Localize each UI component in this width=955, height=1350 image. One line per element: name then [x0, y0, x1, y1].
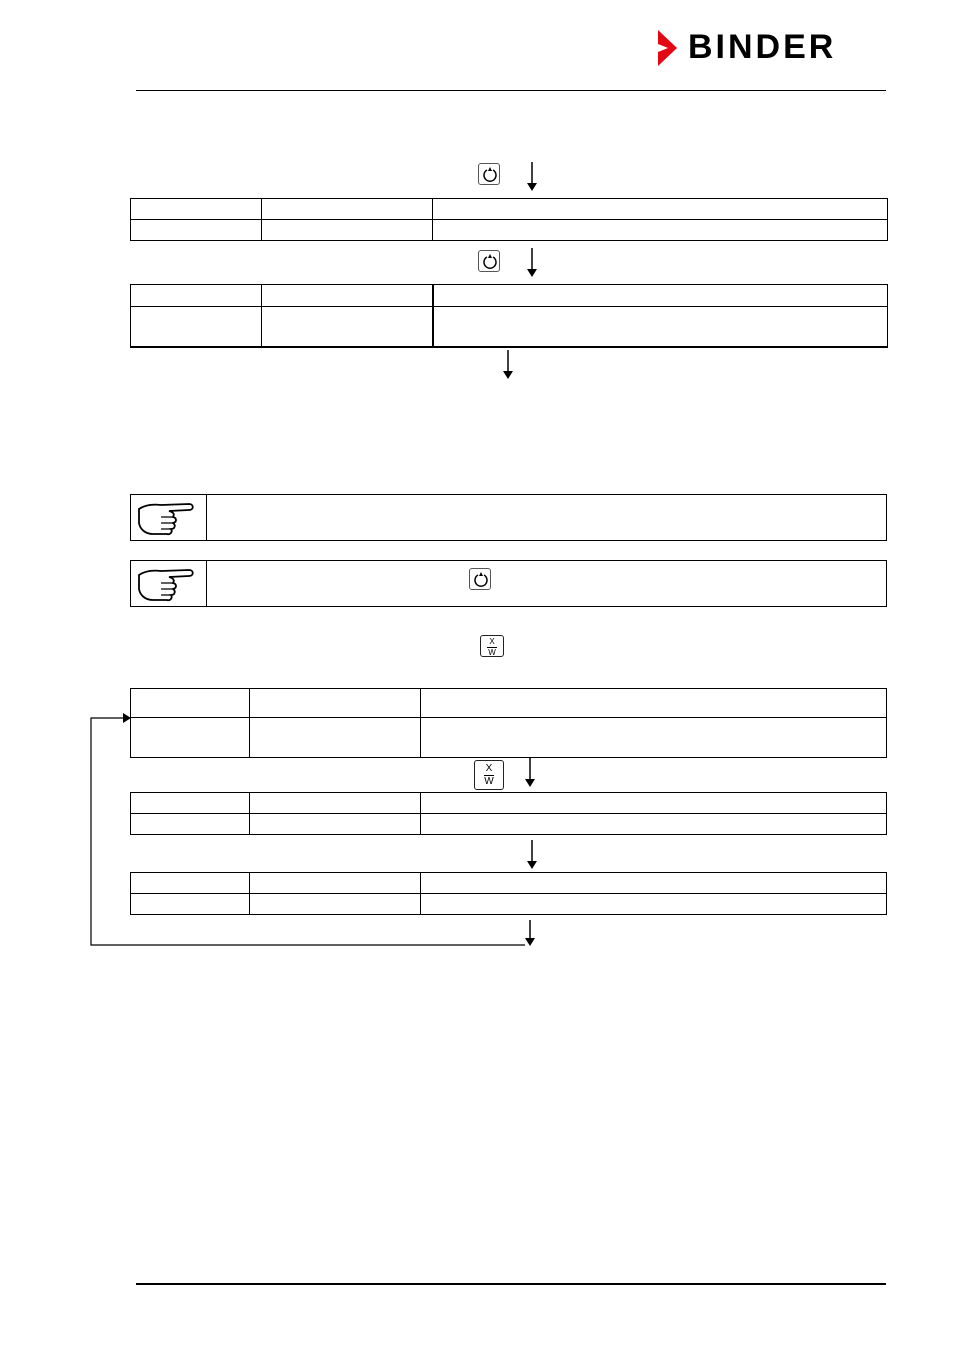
table-cell [433, 220, 888, 241]
note-icon-cell [131, 495, 207, 540]
table-cell [262, 307, 433, 347]
xw-key-bottom: W [484, 776, 494, 787]
header-rule [136, 90, 886, 91]
loop-key-button [478, 163, 500, 185]
table-row [131, 220, 888, 241]
table-row [131, 307, 888, 347]
xw-key-button [480, 635, 504, 657]
table-cell [131, 285, 262, 307]
table-cell [262, 220, 433, 241]
table-cell [433, 199, 888, 220]
loop-key-button [478, 250, 500, 272]
brand-name: BINDER [688, 28, 837, 66]
note-icon-cell [131, 561, 207, 606]
pointing-hand-icon [131, 561, 206, 606]
arrow-down-icon [526, 248, 538, 278]
note-box-1 [130, 494, 887, 541]
pointing-hand-icon [131, 495, 206, 540]
loop-key-icon [470, 569, 492, 591]
table-cell [131, 307, 262, 347]
loop-key-button [469, 568, 491, 590]
parameter-table-2 [130, 284, 888, 348]
xw-key-bottom: W [488, 648, 496, 657]
table-cell [262, 199, 433, 220]
table-cell [433, 307, 888, 347]
table-row [131, 285, 888, 307]
note-box-2 [130, 560, 887, 607]
table-row [131, 199, 888, 220]
table-cell [262, 285, 433, 307]
table-cell [131, 220, 262, 241]
loop-key-icon [479, 251, 501, 273]
arrow-down-icon [526, 162, 538, 192]
xw-key-top: X [485, 763, 493, 774]
loop-back-connector [85, 708, 545, 953]
footer-rule [136, 1283, 886, 1285]
loop-key-icon [479, 164, 501, 186]
table-cell [131, 199, 262, 220]
arrow-down-icon [502, 350, 514, 380]
table-cell [433, 285, 888, 307]
parameter-table-1 [130, 198, 888, 241]
xw-key-top: X [489, 637, 495, 646]
